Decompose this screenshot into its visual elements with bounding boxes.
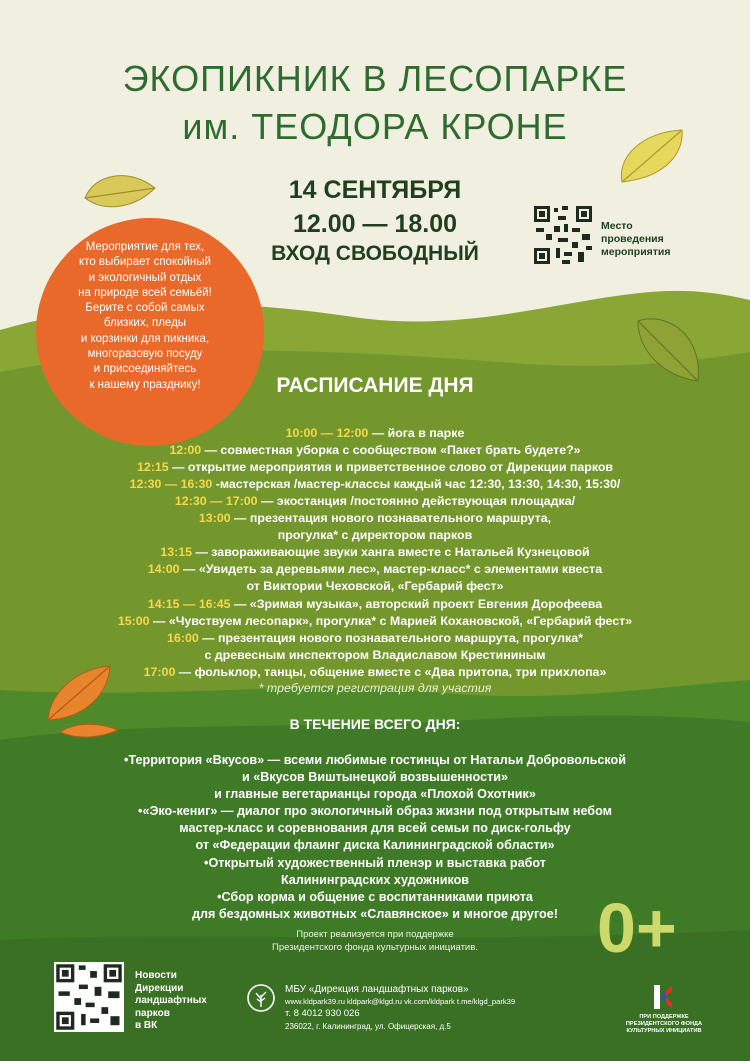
intro-line: близких, пледы — [103, 317, 187, 330]
vk-news-label — [135, 970, 207, 1033]
all-day-line: и «Вкусов Виштынецкой возвышенности» — [242, 770, 508, 784]
news-line: ландшафтных — [135, 995, 207, 1006]
org-contacts[interactable]: www.kldpark39.ru kldpark@klgd.ru vk.com/kldpark t.me/klgd_park39 — [285, 997, 516, 1006]
schedule-time: 13:00 — [198, 511, 231, 525]
title-line-1: ЭКОПИКНИК В ЛЕСОПАРКЕ — [122, 58, 628, 99]
intro-line: и присоединяйтесь — [93, 363, 197, 376]
schedule-item — [0, 578, 750, 595]
park-logo-icon — [246, 983, 276, 1013]
schedule-item — [0, 561, 750, 578]
schedule-time: 12:00 — [169, 443, 202, 457]
fund-line: ПРЕЗИДЕНТСКОГО ФОНДА — [625, 1021, 703, 1027]
event-date: 14 СЕНТЯБРЯ — [288, 176, 462, 204]
intro-line: на природе всей семьёй! — [78, 286, 212, 299]
all-day-line: и главные вегетарианцы города «Плохой Охотник» — [214, 787, 536, 801]
title-line-2: им. ТЕОДОРА КРОНЕ — [182, 106, 568, 147]
qr-label-line: Место — [601, 220, 633, 232]
schedule-time: 12:15 — [136, 460, 169, 474]
schedule-time: 12:30 — 16:30 — [129, 477, 213, 491]
schedule-item — [0, 459, 750, 476]
qr-label-line: проведения — [601, 233, 664, 245]
all-day-line: •«Эко-кениг» — диалог про экологичный образ жизни под открытым небом — [138, 804, 612, 818]
intro-line: Мероприятие для тех, — [85, 241, 205, 253]
schedule-item — [0, 596, 750, 613]
all-day-line: мастер-класс и соревнования для всей семьи по диск-гольфу — [179, 821, 571, 835]
schedule-text: — йога в парке — [368, 426, 465, 440]
all-day-title: В ТЕЧЕНИЕ ВСЕГО ДНЯ: — [289, 716, 461, 732]
all-day-line: для бездомных животных «Славянское» и многое другое! — [192, 907, 558, 921]
intro-line: и экологичный отдых — [88, 271, 202, 284]
schedule-time: 17:00 — [143, 665, 176, 679]
event-time: 12.00 — 18.00 — [292, 210, 457, 238]
schedule-time: 12:30 — 17:00 — [174, 494, 258, 508]
schedule-text: — презентация нового познавательного маршрута, — [230, 511, 552, 525]
schedule-text: — открытие мероприятия и приветственное слово от Дирекции парков — [168, 460, 614, 474]
schedule-text: — завораживающие звуки ханга вместе с Натальей Кузнецовой — [192, 545, 590, 559]
leaf-icon — [80, 168, 160, 218]
schedule-text: — совместная уборка с сообществом «Пакет брать будете?» — [201, 443, 581, 457]
schedule-time: 16:00 — [167, 631, 199, 645]
project-note-line: Президентского фонда культурных инициатив. — [272, 942, 478, 953]
fund-label — [605, 1014, 723, 1035]
news-line: Новости — [135, 970, 177, 981]
schedule-item — [0, 510, 750, 527]
project-note-line: Проект реализуется при поддержке — [296, 929, 454, 940]
fund-logo-icon — [652, 983, 676, 1011]
intro-line: к нашему празднику! — [89, 378, 201, 391]
schedule-text: — «Чувствуем лесопарк», прогулка* с Марией Кохановской, «Гербарий фест» — [149, 614, 633, 628]
org-address: 236022, г. Калининград, ул. Офицерская, д.5 — [285, 1022, 451, 1031]
all-day-line: Калининградских художников — [280, 873, 470, 887]
schedule-title: РАСПИСАНИЕ ДНЯ — [276, 374, 474, 397]
schedule-text: -мастерская /мастер-классы каждый час 12:30, 13:30, 14:30, 15:30/ — [212, 477, 621, 491]
event-entry: ВХОД СВОБОДНЫЙ — [271, 242, 479, 265]
schedule-time: 14:15 — 16:45 — [147, 597, 231, 611]
intro-line: Берите с собой самых — [85, 302, 205, 315]
age-rating: 0+ — [597, 889, 677, 967]
schedule-item — [0, 493, 750, 510]
news-line: в ВК — [135, 1020, 158, 1031]
schedule-item — [0, 664, 750, 681]
schedule-item — [0, 527, 750, 544]
schedule-text: — фольклор, танцы, общение вместе с «Два притопа, три прихлопа» — [175, 665, 607, 679]
schedule-text: прогулка* с директором парков — [277, 528, 473, 542]
schedule-item — [0, 476, 750, 493]
schedule-time: 15:00 — [117, 614, 150, 628]
location-qr-code[interactable] — [532, 204, 594, 266]
schedule-item — [0, 442, 750, 459]
vk-qr-code[interactable] — [54, 962, 124, 1032]
intro-text — [45, 240, 245, 393]
intro-line: многоразовую посуду — [87, 348, 203, 361]
location-qr-label — [601, 220, 671, 259]
schedule-text: — «Увидеть за деревьями лес», мастер-класс* с элементами квеста — [179, 562, 603, 576]
schedule-item — [0, 630, 750, 647]
org-name: МБУ «Дирекция ландшафтных парков» — [285, 984, 469, 995]
schedule-item — [0, 647, 750, 664]
schedule-item — [0, 544, 750, 561]
registration-note: * требуется регистрация для участия — [258, 681, 492, 695]
schedule-time: 14:00 — [147, 562, 180, 576]
schedule-time: 13:15 — [160, 545, 193, 559]
schedule-text: — экостанция /постоянно действующая площадка/ — [257, 494, 576, 508]
news-line: парков — [135, 1007, 170, 1019]
news-line: Дирекции — [135, 982, 184, 994]
intro-line: и корзинки для пикника, — [80, 332, 210, 345]
all-day-line: •Открытый художественный пленэр и выставка работ — [204, 856, 546, 870]
schedule-item — [0, 613, 750, 630]
schedule-item — [0, 425, 750, 442]
intro-line: кто выбирает спокойный — [79, 256, 211, 269]
schedule-text: — презентация нового познавательного маршрута, прогулка* — [198, 631, 583, 645]
org-phone: т. 8 4012 930 026 — [285, 1008, 360, 1019]
fund-line: ПРИ ПОДДЕРЖКЕ — [639, 1014, 689, 1020]
qr-label-line: мероприятия — [601, 246, 671, 258]
all-day-line: •Сбор корма и общение с воспитанниками приюта — [217, 890, 533, 904]
fund-line: КУЛЬТУРНЫХ ИНИЦИАТИВ — [626, 1028, 702, 1034]
schedule-text: — «Зримая музыка», авторский проект Евгения Дорофеева — [230, 597, 603, 611]
schedule-time: 10:00 — 12:00 — [285, 426, 369, 440]
all-day-line: •Территория «Вкусов» — всеми любимые гостинцы от Натальи Добровольской — [124, 753, 626, 767]
schedule-text: с древесным инспектором Владиславом Крестининым — [204, 648, 546, 662]
all-day-line: от «Федерации флаинг диска Калининградской области» — [195, 838, 555, 852]
schedule-text: от Виктории Чеховской, «Гербарий фест» — [246, 579, 504, 593]
